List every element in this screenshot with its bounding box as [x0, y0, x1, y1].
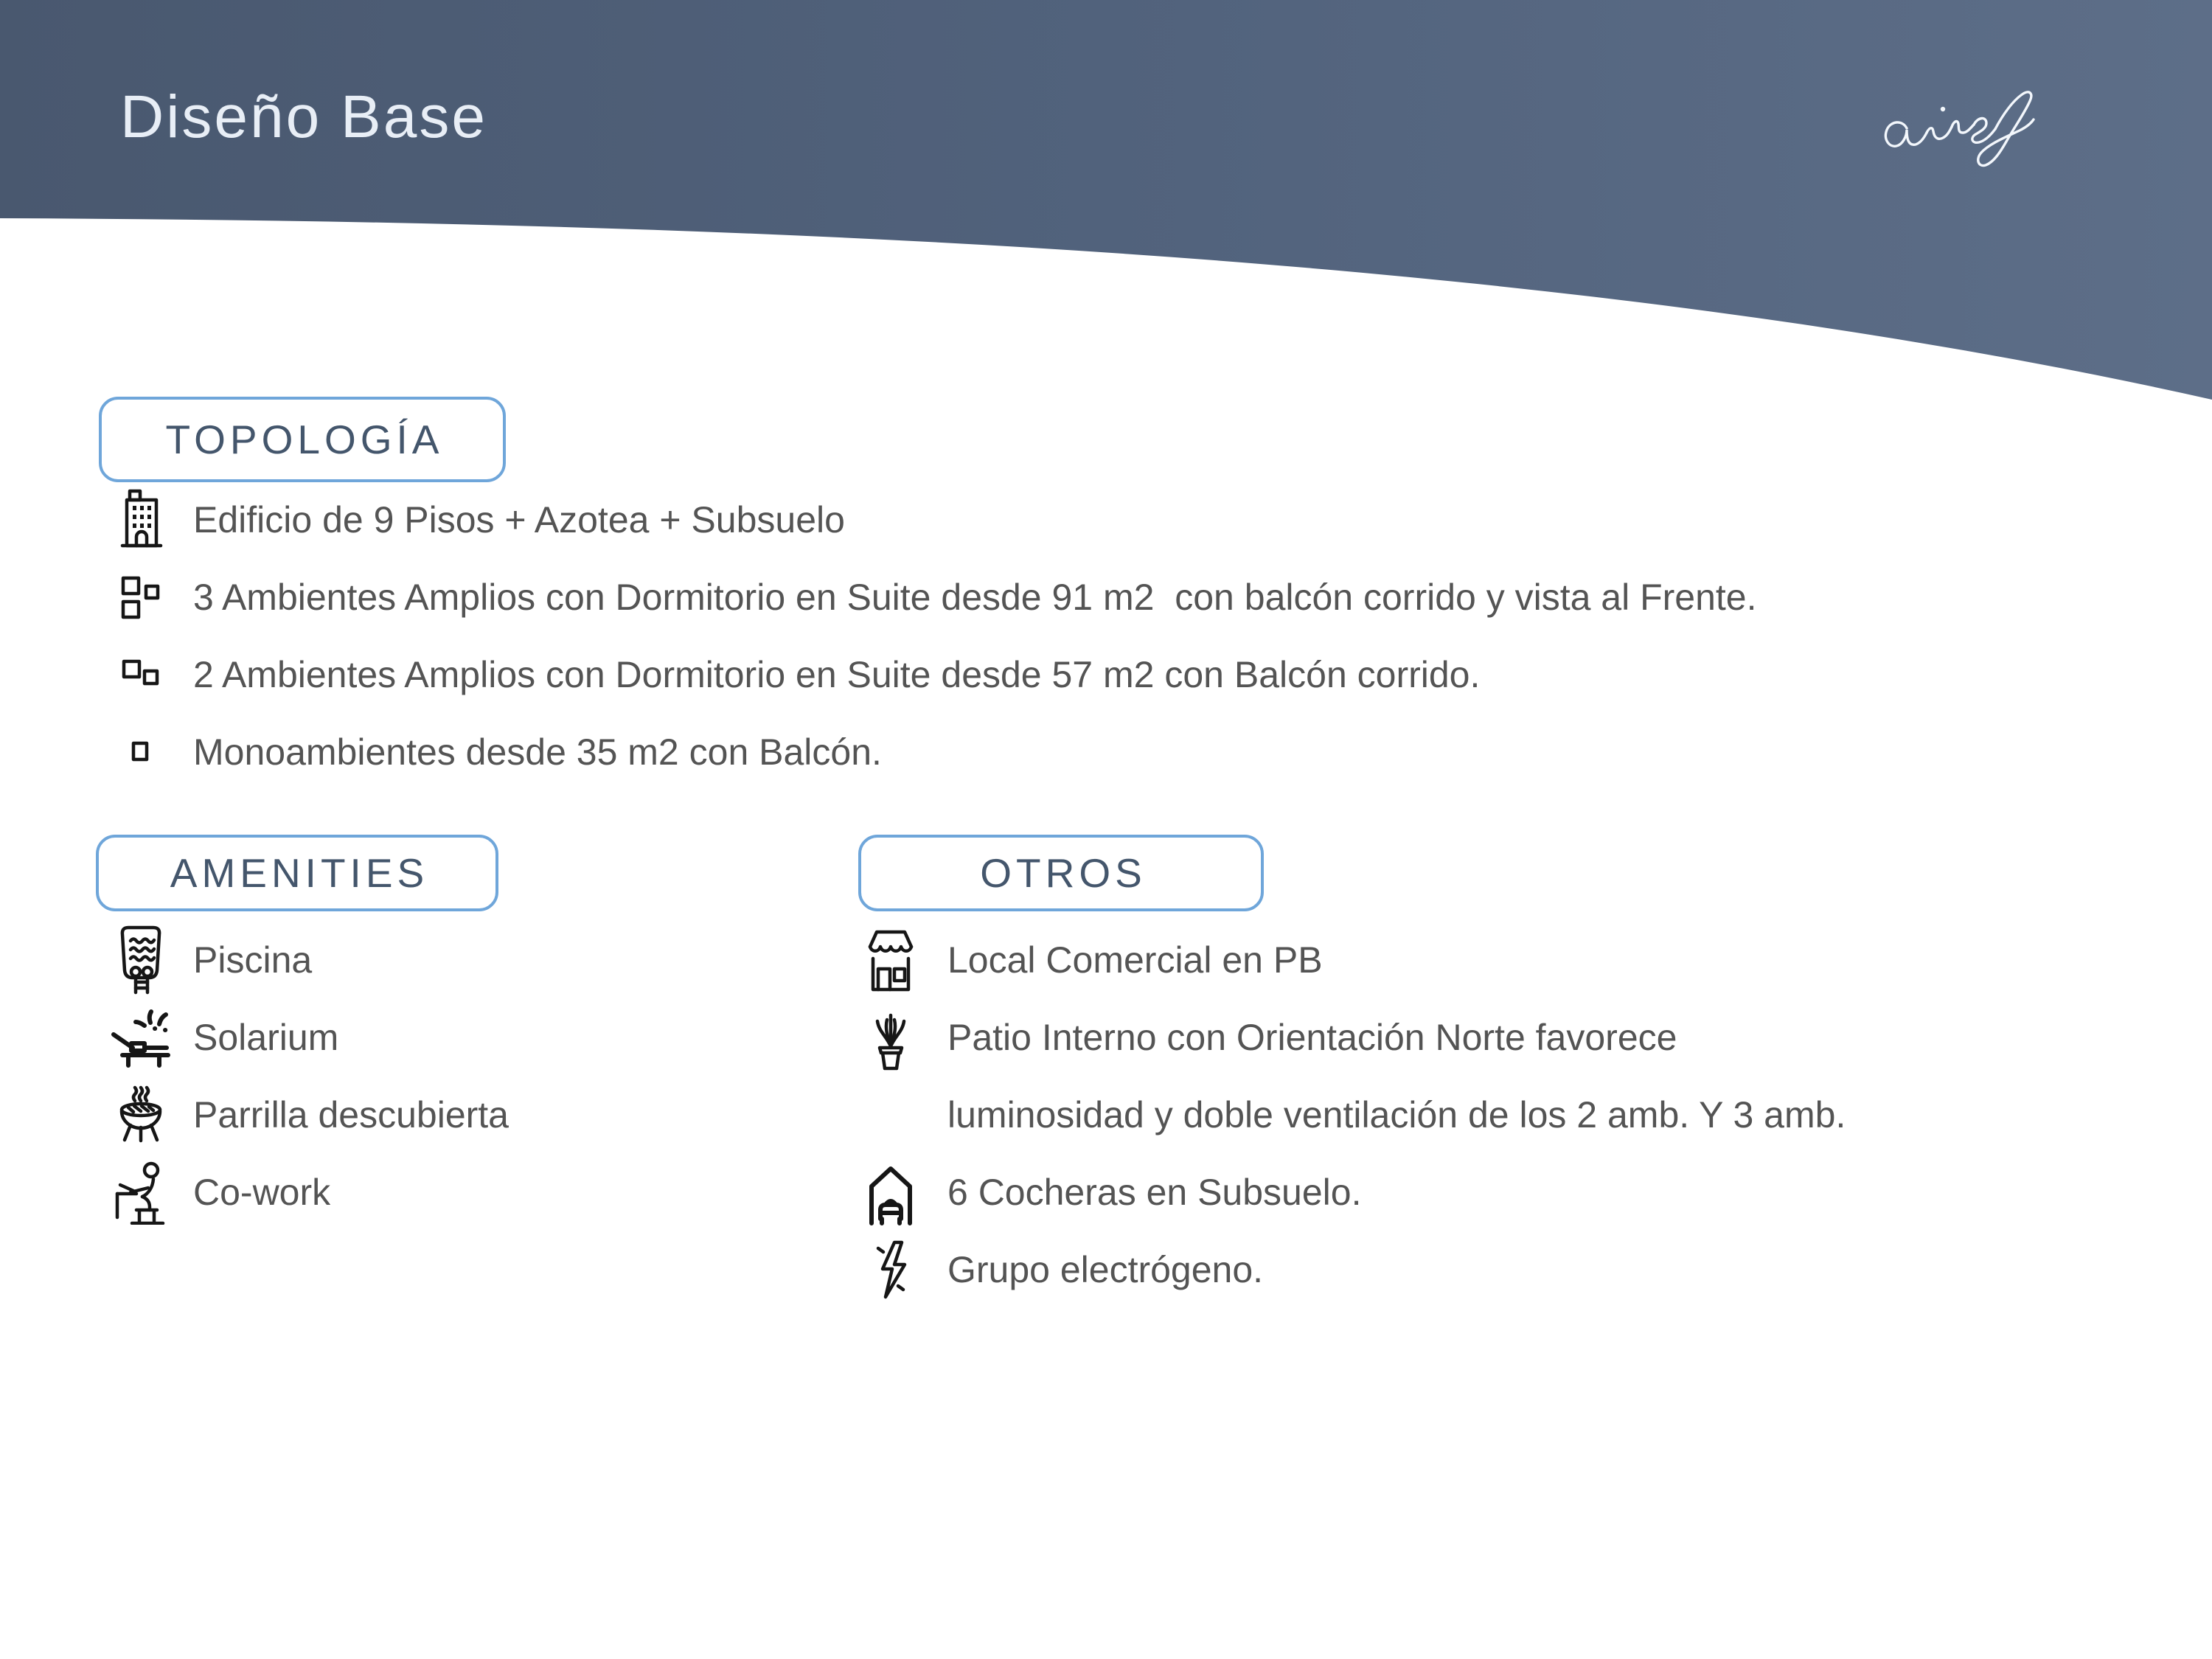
list-item	[88, 715, 882, 789]
garage-icon	[833, 1158, 947, 1226]
list-item	[88, 638, 1480, 712]
list-item-text: luminosidad y doble ventilación de los 2 amb. Y 3 amb.	[947, 1094, 1846, 1135]
list-item	[88, 923, 312, 997]
one-unit-icon	[88, 740, 193, 764]
list-item-text: 6 Cocheras en Subsuelo.	[947, 1172, 1362, 1213]
list-item	[833, 1155, 1361, 1229]
list-item-text: Patio Interno con Orientación Norte favorece	[947, 1017, 1677, 1058]
header-band	[0, 0, 2212, 442]
list-item	[88, 1155, 330, 1229]
aires-logo	[1873, 83, 2116, 182]
section-label-text: TOPOLOGÍA	[165, 417, 444, 462]
list-item	[88, 1078, 509, 1152]
lightning-icon	[833, 1238, 947, 1301]
section-label-amenities	[96, 835, 498, 911]
section-label-text: OTROS	[980, 850, 1147, 896]
list-item	[833, 923, 1323, 997]
list-item-text: Parrilla descubierta	[193, 1094, 509, 1135]
list-item	[88, 483, 845, 557]
solarium-icon	[88, 1006, 193, 1068]
section-label-otros	[858, 835, 1264, 911]
cowork-icon	[88, 1160, 193, 1225]
page-title: Diseño Base	[120, 83, 487, 150]
section-label-topologia	[99, 397, 506, 482]
three-units-icon	[88, 574, 193, 620]
list-item-text: 3 Ambientes Amplios con Dormitorio en Suite desde 91 m2 con balcón corrido y vista al Frente.	[193, 577, 1757, 618]
building-icon	[88, 488, 193, 552]
list-item-text: Piscina	[193, 939, 313, 981]
list-item-text: Grupo electrógeno.	[947, 1249, 1264, 1290]
list-item	[88, 560, 1757, 634]
list-item-text: 2 Ambientes Amplios con Dormitorio en Suite desde 57 m2 con Balcón corrido.	[193, 654, 1481, 695]
list-item-text: Monoambientes desde 35 m2 con Balcón.	[193, 731, 882, 773]
two-units-icon	[88, 658, 193, 691]
list-item	[88, 1001, 338, 1074]
section-label-text: AMENITIES	[170, 850, 429, 896]
plant-icon	[833, 1004, 947, 1071]
grill-icon	[88, 1085, 193, 1145]
list-item-text: Edificio de 9 Pisos + Azotea + Subsuelo	[193, 499, 845, 540]
list-item-text: Co-work	[193, 1172, 331, 1213]
list-item	[833, 1078, 1846, 1152]
list-item	[833, 1001, 1677, 1074]
list-item-text: Local Comercial en PB	[947, 939, 1323, 981]
list-item	[833, 1233, 1263, 1307]
list-item-text: Solarium	[193, 1017, 339, 1058]
storefront-icon	[833, 926, 947, 994]
pool-icon	[88, 923, 193, 997]
